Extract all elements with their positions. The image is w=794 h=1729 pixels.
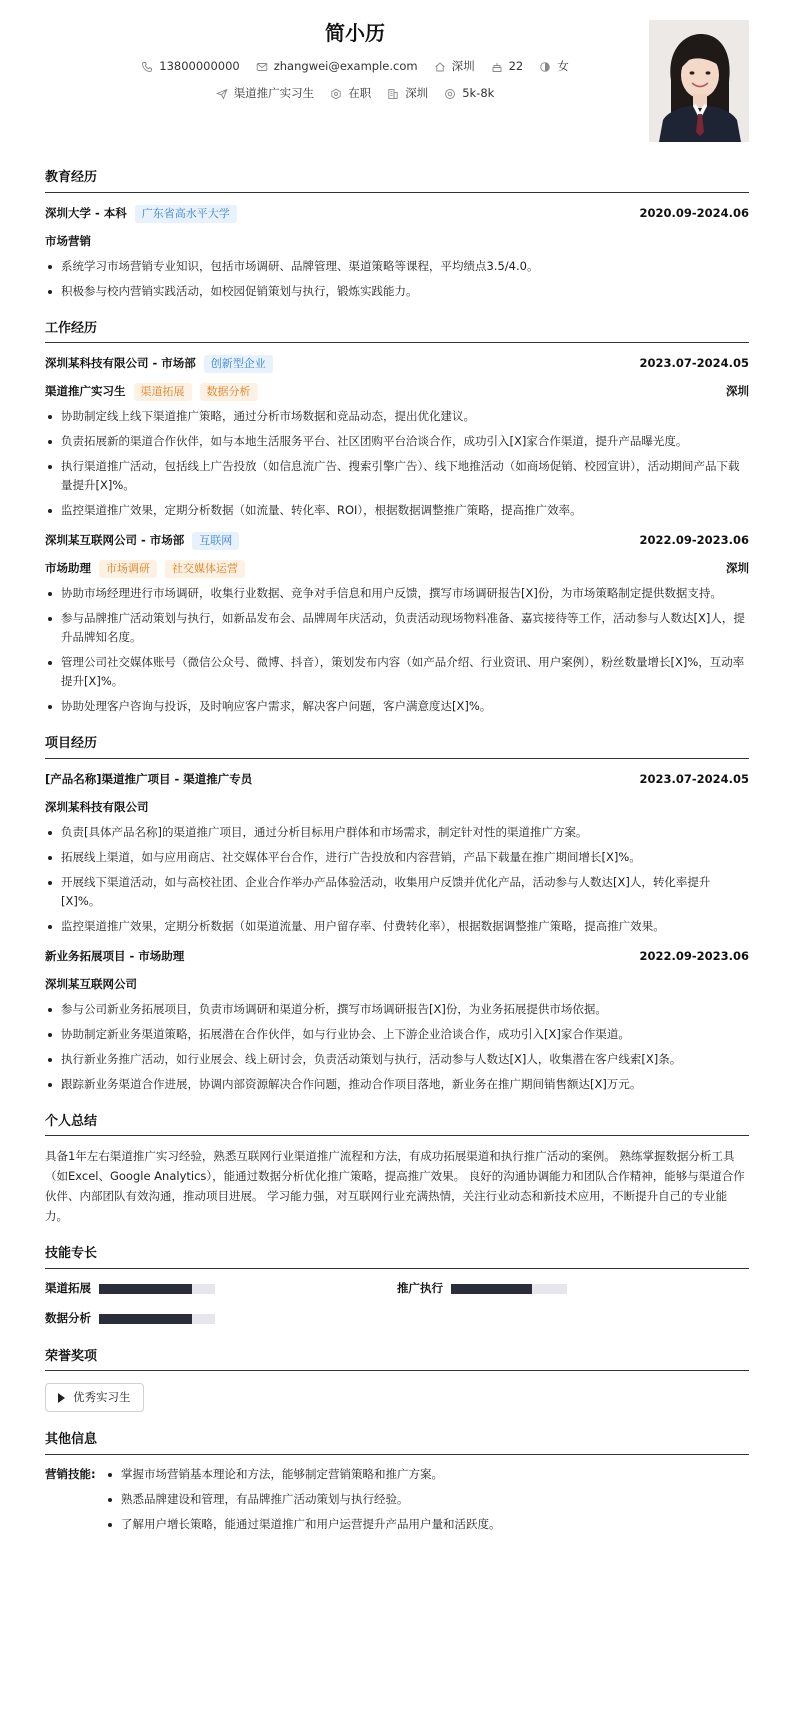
honor-item bbox=[45, 1383, 144, 1412]
list-item: 执行渠道推广活动，包括线上广告投放（如信息流广告、搜索引擎广告）、线下地推活动（如商场促销、校园宣讲），活动期间产品下载量提升[X]%。 bbox=[45, 457, 749, 495]
list-item: 积极参与校内营销实践活动，如校园促销策划与执行，锻炼实践能力。 bbox=[45, 282, 749, 301]
project-org: 深圳某互联网公司 bbox=[45, 976, 137, 991]
list-item: 协助处理客户咨询与投诉，及时响应客户需求，解决客户问题，客户满意度达[X]%。 bbox=[45, 697, 749, 716]
project-head bbox=[45, 946, 749, 968]
company-name: 深圳某互联网公司 - 市场部 bbox=[45, 533, 185, 548]
education-title: 教育经历 bbox=[45, 168, 749, 193]
summary-text: 具备1年左右渠道推广实习经验，熟悉互联网行业渠道推广流程和方法，有成功拓展渠道和执行推广活动的案例。 熟练掌握数据分析工具（如Excel、Google Analytics），能通过数据分析优化推广策略，提高推广效果。 良好的沟通协调能力和团队合作精神，能够与渠道合作伙伴、内部团队有效沟通，推动项目进展。 学习能力强，对互联网行业充满热情，关注行业动态和新技术应用，不断提升自己的专业能力。 bbox=[45, 1149, 745, 1223]
work-role-group bbox=[45, 560, 245, 578]
candidate-name: 简小历 bbox=[325, 21, 385, 45]
salary-text: 5k-8k bbox=[462, 86, 495, 100]
honors-title: 荣誉奖项 bbox=[45, 1347, 749, 1372]
age-icon bbox=[491, 61, 503, 73]
city-text: 深圳 bbox=[451, 59, 475, 73]
salary-info bbox=[444, 85, 494, 102]
phone-icon bbox=[141, 61, 153, 73]
company-tag: 创新型企业 bbox=[204, 355, 273, 373]
skill-item bbox=[45, 1309, 397, 1329]
education-head bbox=[45, 203, 749, 225]
list-item: 开展线下渠道活动，如与高校社团、企业合作举办产品体验活动，收集用户反馈并优化产品，活动参与人数达[X]人，转化率提升[X]%。 bbox=[45, 873, 749, 911]
other-section bbox=[45, 1430, 749, 1540]
other-bullets bbox=[97, 1465, 501, 1540]
skill-item bbox=[45, 1279, 397, 1299]
job-target-info bbox=[216, 85, 315, 102]
role-tag: 社交媒体运营 bbox=[165, 560, 245, 578]
skill-bar-fill bbox=[451, 1284, 532, 1294]
project-entry bbox=[45, 769, 749, 936]
role-tag: 市场调研 bbox=[99, 560, 157, 578]
status-info bbox=[330, 85, 371, 102]
skill-name: 推广执行 bbox=[397, 1280, 443, 1295]
email-text: zhangwei@example.com bbox=[273, 59, 418, 73]
project-section bbox=[45, 734, 749, 1094]
work-role-group bbox=[45, 383, 258, 401]
work-bullets bbox=[45, 584, 749, 716]
gender-text: 女 bbox=[557, 59, 569, 73]
home-icon bbox=[434, 61, 446, 73]
list-item: 参与品牌推广活动策划与执行，如新品发布会、品牌周年庆活动，负责活动现场物料准备、嘉宾接待等工作，活动参与人数达[X]人，提升品牌知名度。 bbox=[45, 609, 749, 647]
project-name: [产品名称]渠道推广项目 - 渠道推广专员 bbox=[45, 771, 253, 786]
phone-text: 13800000000 bbox=[159, 59, 240, 73]
work-section bbox=[45, 319, 749, 717]
major-name: 市场营销 bbox=[45, 233, 91, 248]
age-info bbox=[491, 58, 524, 75]
job-row bbox=[45, 85, 665, 102]
role-tag: 数据分析 bbox=[200, 383, 258, 401]
education-school-group bbox=[45, 205, 237, 223]
send-icon bbox=[216, 88, 228, 100]
list-item: 熟悉品牌建设和管理，有品牌推广活动策划与执行经验。 bbox=[105, 1490, 501, 1509]
target-city-info bbox=[387, 85, 428, 102]
phone-info bbox=[141, 58, 239, 75]
honors-section bbox=[45, 1347, 749, 1413]
gender-icon bbox=[539, 61, 551, 73]
skill-bar bbox=[99, 1284, 215, 1294]
skills-section bbox=[45, 1244, 749, 1329]
project-date: 2023.07-2024.05 bbox=[639, 771, 749, 786]
project-date: 2022.09-2023.06 bbox=[639, 948, 749, 963]
education-bullets bbox=[45, 257, 749, 301]
building-icon bbox=[387, 88, 399, 100]
list-item: 执行新业务推广活动，如行业展会、线上研讨会，负责活动策划与执行，活动参与人数达[X]人，收集潜在客户线索[X]条。 bbox=[45, 1050, 749, 1069]
list-item: 跟踪新业务渠道合作进展，协调内部资源解决合作问题，推动合作项目落地，新业务在推广期间销售额达[X]万元。 bbox=[45, 1075, 749, 1094]
work-date: 2022.09-2023.06 bbox=[639, 533, 749, 548]
role-name: 市场助理 bbox=[45, 561, 91, 576]
project-head bbox=[45, 769, 749, 791]
work-entry bbox=[45, 530, 749, 716]
skill-item bbox=[397, 1279, 749, 1299]
list-item: 参与公司新业务拓展项目，负责市场调研和渠道分析，撰写市场调研报告[X]份，为业务拓展提供市场依据。 bbox=[45, 1000, 749, 1019]
summary-title: 个人总结 bbox=[45, 1112, 749, 1137]
skills-list bbox=[45, 1279, 749, 1329]
other-title: 其他信息 bbox=[45, 1430, 749, 1455]
status-text: 在职 bbox=[348, 86, 372, 100]
project-entry bbox=[45, 946, 749, 1094]
resume-header bbox=[45, 0, 749, 150]
skill-name: 数据分析 bbox=[45, 1310, 91, 1325]
work-role-row bbox=[45, 381, 749, 403]
role-name: 渠道推广实习生 bbox=[45, 384, 126, 399]
company-name: 深圳某科技有限公司 - 市场部 bbox=[45, 356, 196, 371]
work-location: 深圳 bbox=[726, 384, 749, 399]
skill-bar bbox=[99, 1314, 215, 1324]
other-label: 营销技能: bbox=[45, 1466, 96, 1481]
project-title: 项目经历 bbox=[45, 734, 749, 759]
list-item: 协助市场经理进行市场调研，收集行业数据、竞争对手信息和用户反馈，撰写市场调研报告[X]份，为市场策略制定提供数据支持。 bbox=[45, 584, 749, 603]
work-role-row bbox=[45, 558, 749, 580]
work-entry bbox=[45, 353, 749, 520]
project-name: 新业务拓展项目 - 市场助理 bbox=[45, 948, 185, 963]
summary-section bbox=[45, 1112, 749, 1227]
work-head bbox=[45, 530, 749, 552]
school-tag: 广东省高水平大学 bbox=[135, 205, 237, 223]
work-company-group bbox=[45, 355, 273, 373]
list-item: 管理公司社交媒体账号（微信公众号、微博、抖音），策划发布内容（如产品介绍、行业资讯、用户案例），粉丝数量增长[X]%，互动率提升[X]%。 bbox=[45, 653, 749, 691]
education-section bbox=[45, 168, 749, 301]
company-tag: 互联网 bbox=[192, 532, 239, 550]
other-info bbox=[45, 1465, 749, 1540]
target-city-text: 深圳 bbox=[405, 86, 429, 100]
age-text: 22 bbox=[508, 59, 524, 73]
mail-icon bbox=[256, 61, 268, 73]
contact-row bbox=[45, 58, 665, 75]
triangle-icon bbox=[58, 1393, 65, 1403]
list-item: 协助制定线上线下渠道推广策略，通过分析市场数据和竞品动态，提出优化建议。 bbox=[45, 407, 749, 426]
project-bullets bbox=[45, 823, 749, 936]
work-company-group bbox=[45, 532, 239, 550]
work-location: 深圳 bbox=[726, 561, 749, 576]
list-item: 拓展线上渠道，如与应用商店、社交媒体平台合作，进行广告投放和内容营销，产品下载量在推广期间增长[X]%。 bbox=[45, 848, 749, 867]
list-item: 监控渠道推广效果，定期分析数据（如流量、转化率、ROI），根据数据调整推广策略，提高推广效率。 bbox=[45, 501, 749, 520]
project-bullets bbox=[45, 1000, 749, 1094]
education-entry bbox=[45, 203, 749, 301]
role-tag: 渠道拓展 bbox=[134, 383, 192, 401]
list-item: 负责拓展新的渠道合作伙伴，如与本地生活服务平台、社区团购平台洽谈合作，成功引入[X]家合作渠道，提升产品曝光度。 bbox=[45, 432, 749, 451]
skill-bar-fill bbox=[99, 1284, 192, 1294]
list-item: 系统学习市场营销专业知识，包括市场调研、品牌管理、渠道策略等课程，平均绩点3.5/4.0。 bbox=[45, 257, 749, 276]
work-title: 工作经历 bbox=[45, 319, 749, 344]
work-date: 2023.07-2024.05 bbox=[639, 356, 749, 371]
job-target-text: 渠道推广实习生 bbox=[233, 86, 315, 100]
profile-photo bbox=[649, 20, 749, 142]
list-item: 监控渠道推广效果，定期分析数据（如渠道流量、用户留存率、付费转化率），根据数据调整推广策略，提高推广效果。 bbox=[45, 917, 749, 936]
email-info bbox=[256, 58, 418, 75]
honor-text: 优秀实习生 bbox=[73, 1390, 131, 1404]
money-icon bbox=[444, 88, 456, 100]
education-date: 2020.09-2024.06 bbox=[639, 205, 749, 220]
gender-info bbox=[539, 58, 569, 75]
skill-bar-fill bbox=[99, 1314, 192, 1324]
list-item: 协助制定新业务渠道策略，拓展潜在合作伙伴，如与行业协会、上下游企业洽谈合作，成功引入[X]家合作渠道。 bbox=[45, 1025, 749, 1044]
list-item: 负责[具体产品名称]的渠道推广项目，通过分析目标用户群体和市场需求，制定针对性的渠道推广方案。 bbox=[45, 823, 749, 842]
city-info bbox=[434, 58, 475, 75]
list-item: 掌握市场营销基本理论和方法，能够制定营销策略和推广方案。 bbox=[105, 1465, 501, 1484]
skill-name: 渠道拓展 bbox=[45, 1280, 91, 1295]
skills-title: 技能专长 bbox=[45, 1244, 749, 1269]
school-name: 深圳大学 - 本科 bbox=[45, 205, 127, 220]
work-head bbox=[45, 353, 749, 375]
list-item: 了解用户增长策略，能通过渠道推广和用户运营提升产品用户量和活跃度。 bbox=[105, 1515, 501, 1534]
status-icon bbox=[330, 88, 342, 100]
skill-bar bbox=[451, 1284, 567, 1294]
project-org: 深圳某科技有限公司 bbox=[45, 799, 149, 814]
work-bullets bbox=[45, 407, 749, 520]
